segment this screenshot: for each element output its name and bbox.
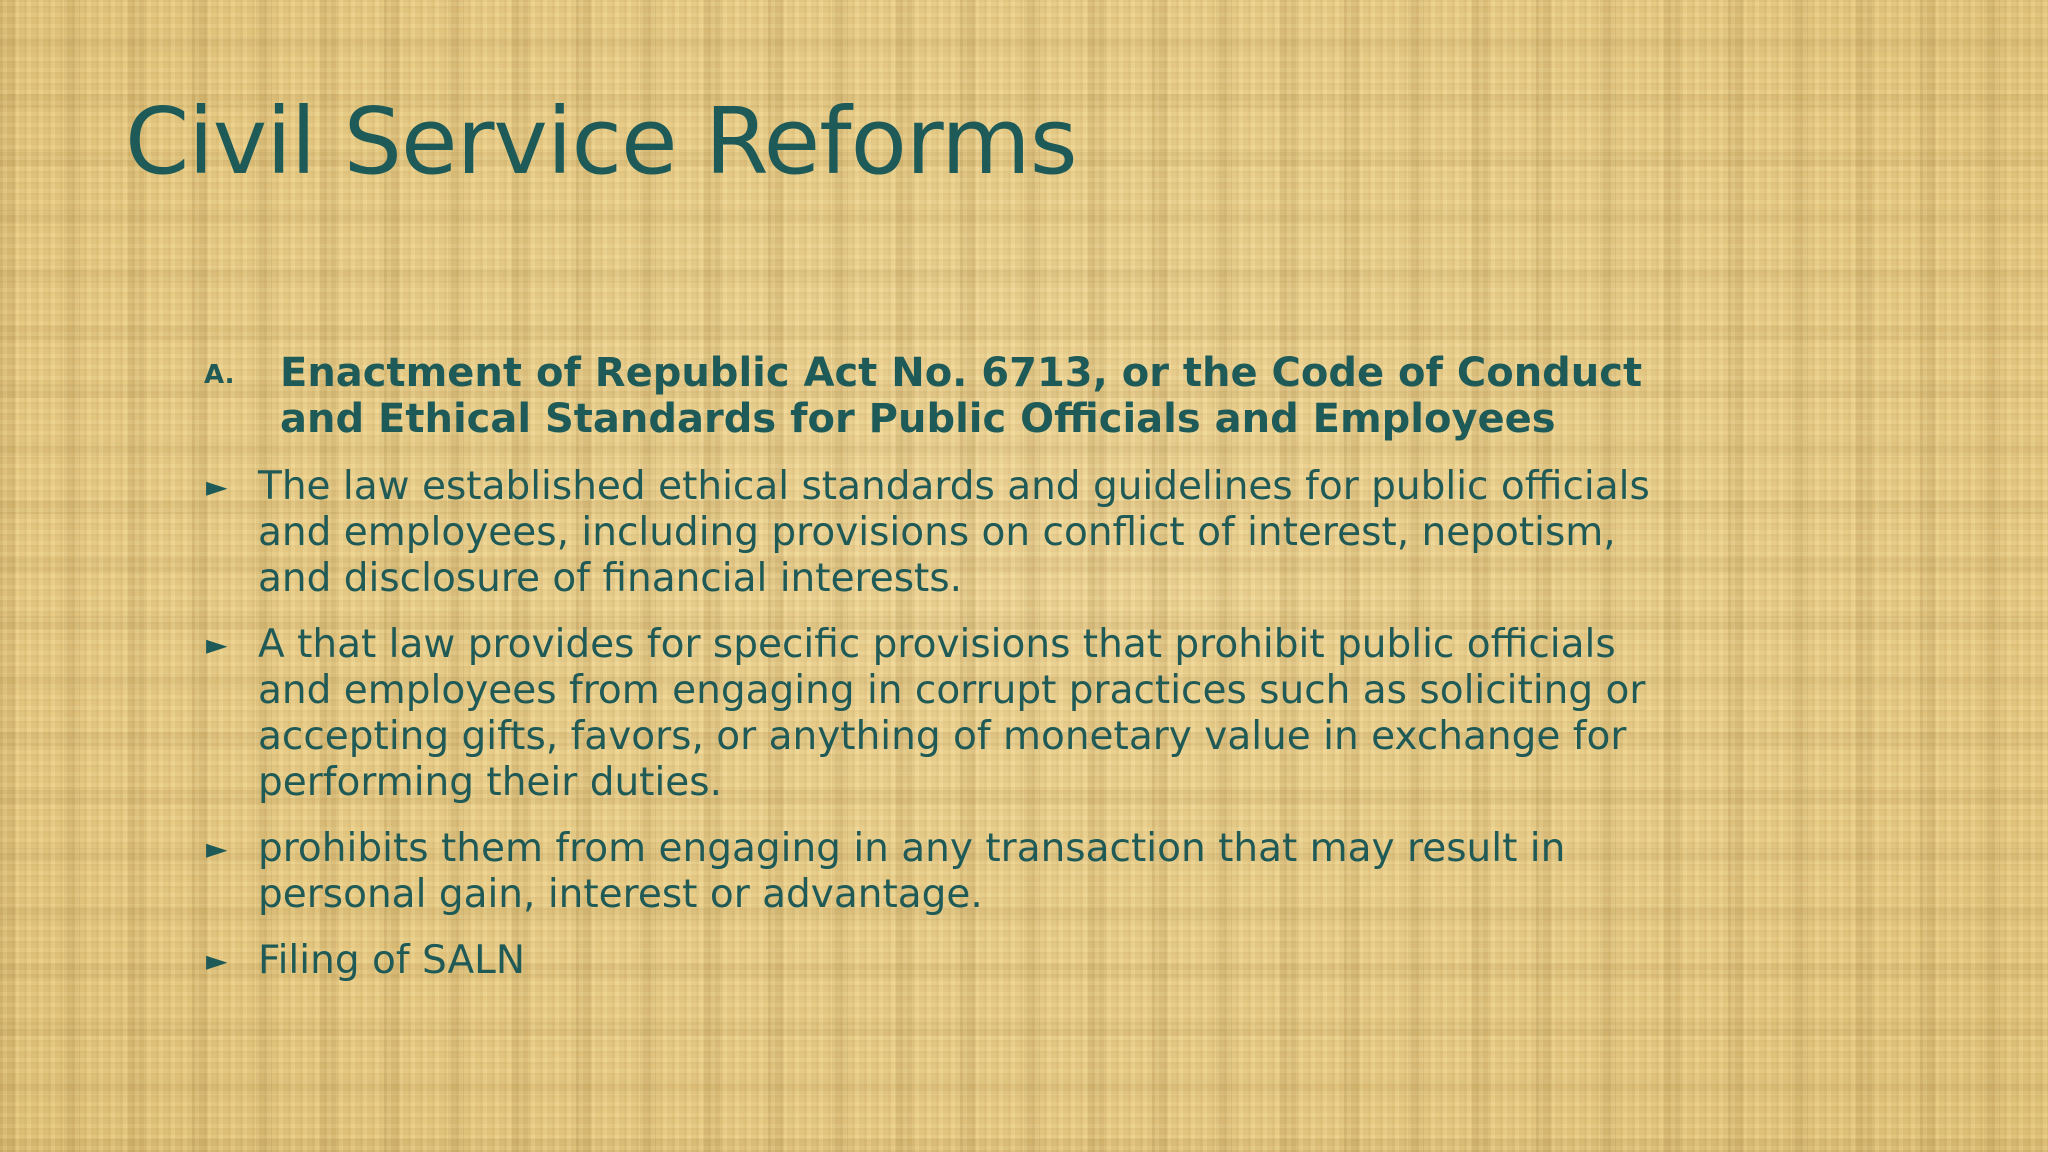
bullet-text: Filing of SALN bbox=[258, 938, 526, 983]
heading-marker: A. bbox=[204, 360, 235, 390]
bullet-item bbox=[200, 938, 1680, 984]
arrow-bullet-icon: ► bbox=[206, 470, 228, 503]
arrow-bullet-icon: ► bbox=[206, 944, 228, 977]
bullet-item bbox=[200, 464, 1680, 602]
numbered-heading bbox=[200, 350, 1680, 442]
bullet-item bbox=[200, 622, 1680, 806]
arrow-bullet-icon: ► bbox=[206, 832, 228, 865]
arrow-bullet-icon: ► bbox=[206, 628, 228, 661]
slide-content bbox=[200, 350, 1680, 1004]
bullet-text: The law established ethical standards and guidelines for public officials and employees, including provisions on conflict of interest, nepotism, and disclosure of financial interests. bbox=[258, 464, 1650, 601]
bullet-text: prohibits them from engaging in any transaction that may result in personal gain, interest or advantage. bbox=[258, 826, 1566, 917]
slide-title: Civil Service Reforms bbox=[125, 88, 1077, 195]
bullet-item bbox=[200, 826, 1680, 918]
heading-text: Enactment of Republic Act No. 6713, or the Code of Conduct and Ethical Standards for Public Officials and Employees bbox=[280, 350, 1643, 442]
bullet-text: A that law provides for specific provisions that prohibit public officials and employees from engaging in corrupt practices such as soliciting or accepting gifts, favors, or anything of monetary value in exchange for performing their duties. bbox=[258, 622, 1646, 805]
